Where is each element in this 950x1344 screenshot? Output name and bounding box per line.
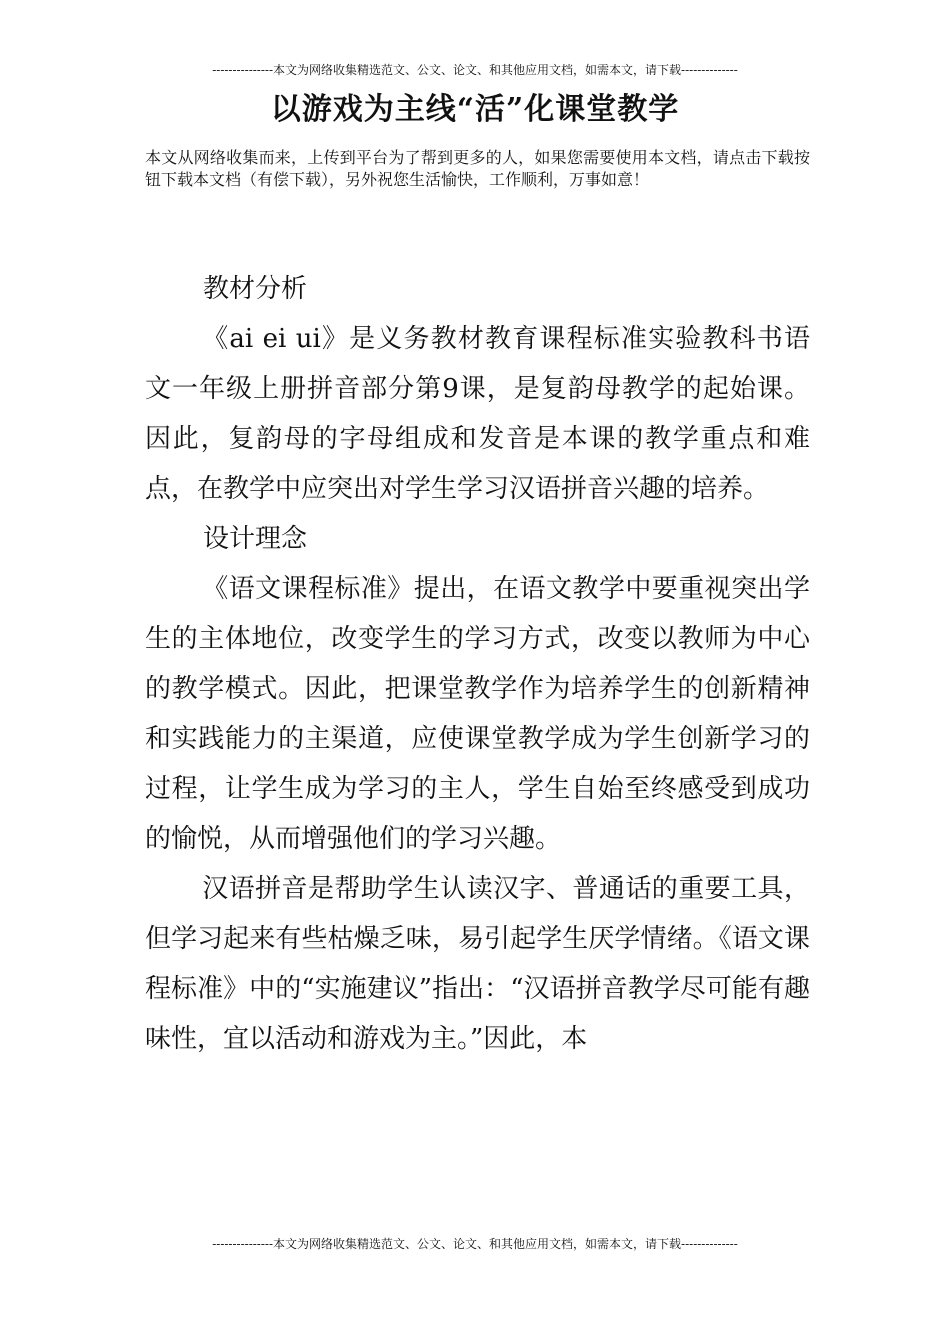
download-intro-text: 本文从网络收集而来，上传到平台为了帮到更多的人，如果您需要使用本文档，请点击下载按钮下载本文档（有偿下载），另外祝您生活愉快，工作顺利，万事如意！ <box>145 148 810 189</box>
document-title: 以游戏为主线“活”化课堂教学 <box>270 92 680 127</box>
section-heading-design-concept: 设计理念 <box>203 524 308 554</box>
page-footer-notice: ---------------本文为网络收集精选范文、公文、论文、和其他应用文档，如需本文，请下载-------------- <box>212 1237 738 1251</box>
page-header-notice: ---------------本文为网络收集精选范文、公文、论文、和其他应用文档，如需本文，请下载-------------- <box>212 63 738 77</box>
section-heading-textbook-analysis: 教材分析 <box>203 274 308 304</box>
paragraph-design-concept-1: 《语文课程标准》提出，在语文教学中要重视突出学生的主体地位，改变学生的学习方式，改变以教师为中心的教学模式。因此，把课堂教学作为培养学生的创新精神和实践能力的主渠道，应使课堂教学成为学生创新学习的过程，让学生成为学习的主人，学生自始至终感受到成功的愉悦，从而增强他们的学习兴趣。 <box>145 574 810 854</box>
paragraph-textbook-analysis: 《ai ei ui》是义务教材教育课程标准实验教科书语文一年级上册拼音部分第9课，是复韵母教学的起始课。因此，复韵母的字母组成和发音是本课的教学重点和难点，在教学中应突出对学生学习汉语拼音兴趣的培养。 <box>145 324 810 504</box>
paragraph-design-concept-2: 汉语拼音是帮助学生认读汉字、普通话的重要工具，但学习起来有些枯燥乏味，易引起学生厌学情绪。《语文课程标准》中的“实施建议”指出：“汉语拼音教学尽可能有趣味性，宜以活动和游戏为主。”因此，本 <box>145 874 810 1054</box>
document-body <box>145 264 810 1064</box>
